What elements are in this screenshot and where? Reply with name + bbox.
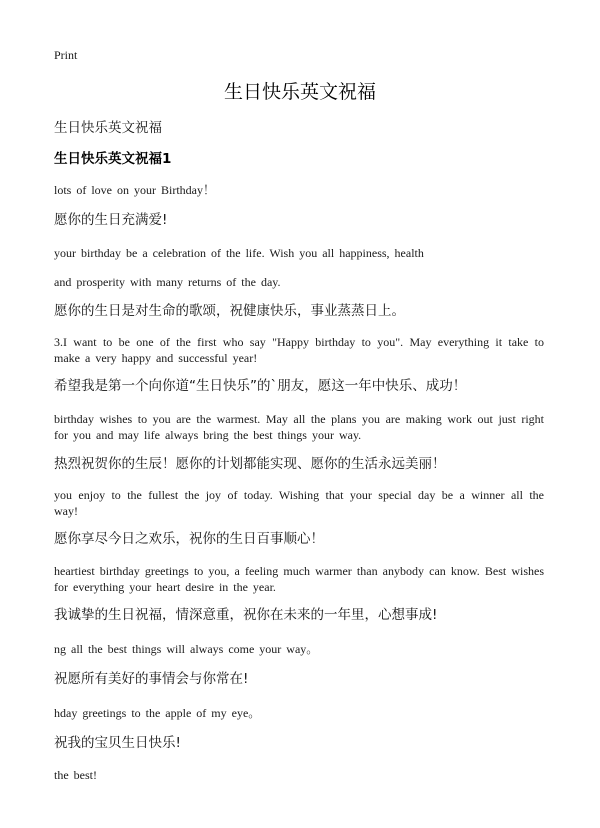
paragraph-english: birthday wishes to you are the warmest. May all the plans you are making work out just right for you and may life always bring the best things your way. <box>54 412 544 442</box>
paragraph-english: heartiest birthday greetings to you, a feeling much warmer than anybody can know. Best wishes for everything your heart desire in the year. <box>54 564 544 594</box>
paragraph-english: the best! <box>54 768 97 782</box>
paragraph-chinese: 愿你的生日充满爱! <box>54 212 168 228</box>
paragraph-chinese: 热烈祝贺你的生辰！愿你的计划都能实现、愿你的生活永远美丽！ <box>54 456 446 472</box>
paragraph-english: you enjoy to the fullest the joy of today. Wishing that your special day be a winner all the way! <box>54 488 544 518</box>
paragraph-english: lots of love on your Birthday！ <box>54 183 215 197</box>
print-label[interactable]: Print <box>54 48 78 62</box>
paragraph-english: your birthday be a celebration of the life. Wish you all happiness, health <box>54 246 424 260</box>
paragraph-chinese: 希望我是第一个向你道“生日快乐”的`朋友，愿这一年中快乐、成功！ <box>54 378 467 394</box>
document-subtitle: 生日快乐英文祝福 <box>54 120 162 136</box>
paragraph-chinese: 我诚挚的生日祝福，情深意重，祝你在未来的一年里，心想事成! <box>54 607 438 623</box>
paragraph-english: and prosperity with many returns of the day. <box>54 275 281 289</box>
paragraph-chinese: 祝愿所有美好的事情会与你常在! <box>54 671 249 687</box>
paragraph-chinese: 愿你享尽今日之欢乐，祝你的生日百事顺心！ <box>54 531 324 547</box>
paragraph-english: 3.I want to be one of the first who say "Happy birthday to you". May everything it take to make a very happy and successful year! <box>54 335 544 365</box>
paragraph-english: hday greetings to the apple of my eye。 <box>54 706 261 720</box>
paragraph-english: ng all the best things will always come your way。 <box>54 642 319 656</box>
document-title: 生日快乐英文祝福 <box>223 81 376 103</box>
paragraph-chinese: 祝我的宝贝生日快乐! <box>54 735 181 751</box>
section-heading: 生日快乐英文祝福1 <box>54 151 172 167</box>
paragraph-chinese: 愿你的生日是对生命的歌颂，祝健康快乐，事业蒸蒸日上。 <box>54 303 405 319</box>
